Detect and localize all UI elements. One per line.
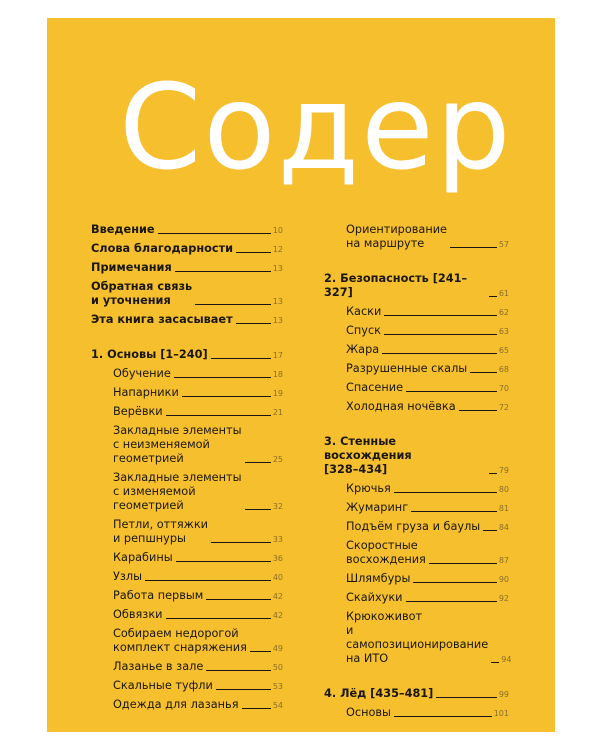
toc-subentry[interactable]	[324, 539, 509, 567]
entry-title: Разрушенные скалы	[346, 362, 468, 375]
entry-title: Введение	[91, 223, 155, 236]
toc-section-entry[interactable]	[91, 242, 283, 256]
leader-line	[429, 563, 497, 564]
leader-line	[182, 396, 271, 397]
toc-subentry[interactable]	[91, 698, 283, 712]
entry-title: 3. Стенные восхождения [328–434]	[324, 435, 412, 476]
entry-title: Основы	[346, 706, 391, 719]
entry-title: Спуск	[346, 324, 381, 337]
entry-title: Холодная ночёвка	[346, 400, 456, 413]
entry-title: Шлямбуры	[346, 572, 411, 585]
page-number: 21	[272, 408, 283, 417]
toc-right-column	[324, 223, 512, 725]
entry-title: Работа первым	[113, 589, 204, 602]
leader-line	[489, 473, 497, 474]
leader-line	[236, 323, 271, 324]
leader-line	[206, 599, 270, 600]
toc-subentry[interactable]	[324, 482, 509, 496]
page-number: 81	[498, 504, 509, 513]
page-number: 36	[272, 554, 283, 563]
page-number: 40	[272, 573, 283, 582]
page-number: 32	[272, 502, 283, 511]
toc-subentry[interactable]	[324, 610, 512, 666]
page-number: 70	[498, 384, 509, 393]
page-number: 94	[501, 655, 512, 664]
toc-section-entry[interactable]	[324, 687, 509, 701]
leader-line	[394, 716, 492, 717]
page-number: 53	[272, 682, 283, 691]
leader-line	[459, 410, 497, 411]
entry-title: Ориентирование на маршруте	[346, 223, 448, 250]
toc-subentry[interactable]	[91, 660, 283, 674]
toc-subentry[interactable]	[324, 520, 509, 534]
leader-line	[436, 697, 496, 698]
page-number: 61	[498, 289, 509, 298]
toc-subentry[interactable]	[324, 343, 509, 357]
page-number: 54	[272, 701, 283, 710]
page-number: 63	[498, 327, 509, 336]
entry-title: Крюкоживот и самопозиционирование на ИТО	[346, 610, 489, 665]
toc-subentry[interactable]	[91, 405, 283, 419]
entry-title: Жумаринг	[346, 501, 409, 514]
toc-subentry[interactable]	[324, 400, 509, 414]
page-number: 50	[272, 663, 283, 672]
page-number: 19	[272, 389, 283, 398]
entry-title: Обвязки	[113, 608, 163, 621]
leader-line	[176, 561, 271, 562]
leader-line	[384, 334, 497, 335]
entry-title: Слова благодарности	[91, 242, 234, 255]
entry-title: Закладные элементы с неизменяемой геометрией	[113, 424, 242, 465]
leader-line	[394, 492, 497, 493]
toc-subentry[interactable]	[91, 679, 283, 693]
page-title: Содер	[119, 58, 513, 196]
leader-line	[245, 462, 271, 463]
page-number: 79	[498, 466, 509, 475]
page-number: 87	[498, 556, 509, 565]
page-number: 13	[272, 297, 283, 306]
leader-line	[158, 233, 271, 234]
page-number: 12	[272, 245, 283, 254]
entry-title: Крючья	[346, 482, 391, 495]
leader-line	[242, 708, 271, 709]
toc-section-entry[interactable]	[91, 348, 283, 362]
leader-line	[384, 315, 496, 316]
page-number: 84	[498, 523, 509, 532]
toc-subentry[interactable]	[324, 305, 509, 319]
page-number: 42	[272, 592, 283, 601]
page-number: 92	[498, 594, 509, 603]
leader-line	[489, 296, 497, 297]
page-number: 10	[272, 226, 283, 235]
entry-title: Примечания	[91, 261, 172, 274]
section-gap	[324, 256, 509, 272]
entry-title: Одежда для лазанья	[113, 698, 239, 711]
leader-line	[236, 252, 271, 253]
page-number: 65	[498, 346, 509, 355]
toc-section-entry[interactable]	[91, 223, 283, 237]
entry-title: Собираем недорогой комплект снаряжения	[113, 627, 247, 654]
toc-subentry[interactable]	[324, 324, 509, 338]
page-number: 68	[498, 365, 509, 374]
leader-line	[411, 511, 497, 512]
section-gap	[324, 419, 509, 435]
toc-subentry[interactable]	[91, 551, 283, 565]
toc-subentry[interactable]	[324, 591, 509, 605]
toc-subentry[interactable]	[91, 570, 283, 584]
toc-subentry[interactable]	[91, 589, 283, 603]
toc-subentry[interactable]	[324, 223, 509, 251]
entry-title: 4. Лёд [435–481]	[324, 687, 434, 700]
page-number: 101	[493, 709, 509, 718]
toc-subentry[interactable]	[324, 381, 509, 395]
page-number: 13	[272, 316, 283, 325]
leader-line	[216, 689, 271, 690]
toc-subentry[interactable]	[91, 386, 283, 400]
toc-subentry[interactable]	[91, 608, 283, 622]
toc-subentry[interactable]	[324, 501, 509, 515]
toc-subentry[interactable]	[91, 367, 283, 381]
page-number: 17	[272, 351, 283, 360]
page-number: 57	[498, 240, 509, 249]
entry-title: Петли, оттяжки и репшнуры	[113, 518, 208, 545]
toc-subentry[interactable]	[324, 572, 509, 586]
toc-section-entry[interactable]	[91, 280, 283, 308]
leader-line	[145, 580, 271, 581]
page-number: 25	[272, 455, 283, 464]
leader-line	[483, 530, 497, 531]
page-number: 72	[498, 403, 509, 412]
page-number: 99	[498, 690, 509, 699]
leader-line	[211, 542, 271, 543]
leader-line	[211, 358, 271, 359]
entry-title: Скальные туфли	[113, 679, 213, 692]
toc-section-entry[interactable]	[91, 313, 283, 327]
leader-line	[166, 618, 271, 619]
toc-subentry[interactable]	[91, 471, 283, 513]
page-number: 90	[498, 575, 509, 584]
toc-section-entry[interactable]	[324, 272, 509, 300]
page-number: 33	[272, 535, 283, 544]
leader-line	[406, 601, 497, 602]
page-number: 62	[498, 308, 509, 317]
toc-section-entry[interactable]	[324, 435, 509, 477]
entry-title: 2. Безопасность [241–327]	[324, 272, 468, 299]
book-page	[47, 18, 555, 732]
toc-subentry[interactable]	[91, 424, 283, 466]
entry-title: Верёвки	[113, 405, 163, 418]
toc-left-column	[91, 223, 283, 717]
entry-title: Скоростные восхождения	[346, 539, 426, 566]
section-gap	[91, 332, 283, 348]
leader-line	[382, 353, 497, 354]
entry-title: Спасение	[346, 381, 404, 394]
toc-subentry[interactable]	[91, 518, 283, 546]
page-number: 13	[272, 264, 283, 273]
leader-line	[406, 391, 497, 392]
page-number: 42	[272, 611, 283, 620]
leader-line	[250, 651, 271, 652]
toc-subentry[interactable]	[324, 706, 509, 720]
leader-line	[413, 582, 496, 583]
leader-line	[174, 377, 271, 378]
entry-title: Напарники	[113, 386, 179, 399]
leader-line	[470, 372, 497, 373]
toc-subentry[interactable]	[324, 362, 509, 376]
entry-title: Скайхуки	[346, 591, 403, 604]
page-number: 80	[498, 485, 509, 494]
section-gap	[324, 671, 509, 687]
entry-title: Обратная связь и уточнения	[91, 280, 193, 307]
toc-subentry[interactable]	[91, 627, 283, 655]
entry-title: Карабины	[113, 551, 173, 564]
leader-line	[166, 415, 271, 416]
leader-line	[175, 271, 271, 272]
toc-section-entry[interactable]	[91, 261, 283, 275]
entry-title: Подъём груза и баулы	[346, 520, 481, 533]
page-number: 18	[272, 370, 283, 379]
page-number: 49	[272, 644, 283, 653]
leader-line	[195, 304, 271, 305]
entry-title: Лазанье в зале	[113, 660, 204, 673]
entry-title: Каски	[346, 305, 382, 318]
entry-title: Обучение	[113, 367, 171, 380]
entry-title: Закладные элементы с изменяемой геометрией	[113, 471, 242, 512]
leader-line	[450, 247, 497, 248]
leader-line	[206, 670, 271, 671]
leader-line	[245, 509, 271, 510]
leader-line	[491, 662, 499, 663]
entry-title: Эта книга засасывает	[91, 313, 233, 326]
entry-title: 1. Основы [1–240]	[91, 348, 208, 361]
entry-title: Узлы	[113, 570, 143, 583]
entry-title: Жара	[346, 343, 380, 356]
